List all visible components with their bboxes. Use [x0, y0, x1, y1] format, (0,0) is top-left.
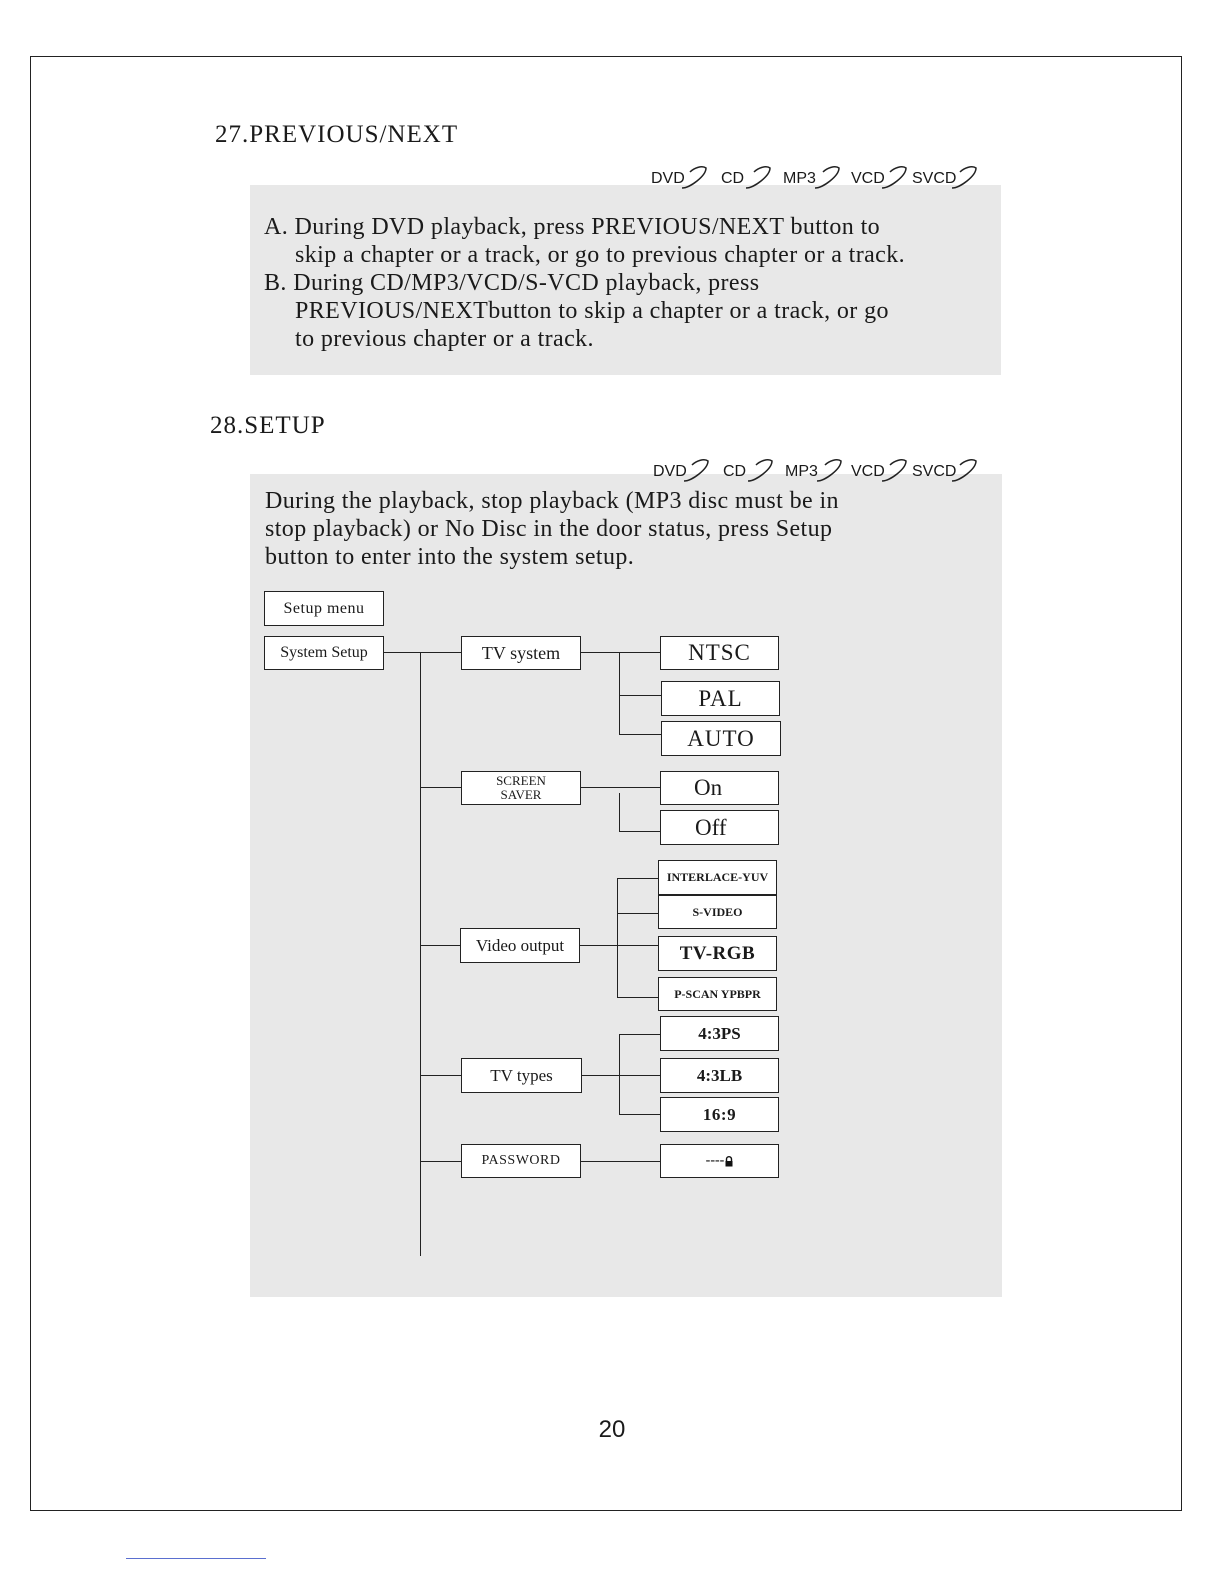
tv-rgb-option: TV-RGB — [658, 936, 777, 971]
connector-line — [384, 652, 461, 653]
p-scan-ypbpr-option: P-SCAN YPBPR — [658, 977, 777, 1011]
screen-saver-off-option: Off — [660, 810, 779, 845]
page-number: 20 — [598, 1416, 626, 1443]
connector-line — [619, 652, 620, 734]
connector-line — [617, 878, 658, 879]
disc-swoosh-icon — [813, 164, 843, 190]
disc-cd-icon: CD — [721, 170, 745, 187]
section-27-title: 27.PREVIOUS/NEXT — [215, 121, 459, 148]
text-line: During the playback, stop playback (MP3 disc must be in — [265, 488, 839, 514]
disc-dvd-icon: DVD — [653, 463, 687, 480]
connector-line — [619, 1034, 620, 1114]
connector-line — [619, 1034, 660, 1035]
connector-line — [581, 1161, 660, 1162]
screen-saver-box — [461, 771, 581, 805]
text-line: skip a chapter or a track, or go to previous chapter or a track. — [295, 242, 906, 268]
tv-types-box: TV types — [461, 1058, 582, 1093]
disc-swoosh-icon — [950, 457, 980, 483]
disc-swoosh-icon — [880, 457, 910, 483]
disc-vcd-icon: VCD — [851, 170, 885, 187]
connector-line — [581, 652, 660, 653]
disc-swoosh-icon — [680, 164, 710, 190]
pal-option: PAL — [661, 681, 780, 716]
disc-swoosh-icon — [950, 164, 980, 190]
section-28-text — [265, 487, 839, 571]
disc-cd-icon: CD — [723, 463, 747, 480]
s-video-option: S-VIDEO — [658, 895, 777, 929]
setup-menu-box: Setup menu — [264, 591, 384, 626]
section-27-panel — [250, 185, 1001, 375]
connector-line — [617, 913, 658, 914]
connector-line — [420, 787, 461, 788]
connector-line — [617, 997, 659, 998]
system-setup-box: System Setup — [264, 636, 384, 670]
connector-line — [582, 1075, 660, 1076]
password-value-box — [660, 1144, 779, 1178]
footer-link-underline — [126, 1558, 266, 1559]
connector-line — [581, 787, 660, 788]
text-line: A. During DVD playback, press PREVIOUS/NEXT button to — [264, 214, 881, 240]
password-dashes: ---- — [705, 1153, 725, 1168]
connector-line — [619, 793, 620, 832]
tv-type-169-option: 16:9 — [660, 1097, 779, 1132]
disc-swoosh-icon — [744, 164, 774, 190]
disc-svcd-icon: SVCD — [912, 463, 957, 480]
disc-dvd-icon: DVD — [651, 170, 685, 187]
tv-type-43lb-option: 4:3LB — [660, 1058, 779, 1093]
section-27-text — [264, 213, 905, 353]
screen-saver-on-option: On — [660, 771, 779, 805]
screen-saver-label-line2: SAVER — [500, 787, 542, 802]
connector-line — [619, 695, 661, 696]
connector-line — [580, 945, 658, 946]
section-28-title: 28.SETUP — [210, 412, 326, 439]
disc-swoosh-icon — [880, 164, 910, 190]
connector-line — [420, 652, 421, 1256]
text-line: button to enter into the system setup. — [265, 544, 635, 570]
connector-line — [420, 1075, 461, 1076]
text-line: PREVIOUS/NEXTbutton to skip a chapter or a track, or go — [295, 298, 889, 324]
video-output-box: Video output — [460, 928, 580, 963]
connector-line — [420, 1161, 461, 1162]
connector-line — [619, 1114, 660, 1115]
connector-line — [619, 831, 660, 832]
disc-vcd-icon: VCD — [851, 463, 885, 480]
section-27-disc-icons — [650, 164, 990, 194]
tv-type-43ps-option: 4:3PS — [660, 1016, 779, 1051]
ntsc-option: NTSC — [660, 636, 779, 670]
lock-icon — [725, 1156, 733, 1167]
disc-swoosh-icon — [746, 457, 776, 483]
screen-saver-label-line1: SCREEN — [496, 773, 546, 788]
password-box: PASSWORD — [461, 1144, 581, 1178]
connector-line — [420, 945, 460, 946]
interlace-yuv-option: INTERLACE-YUV — [658, 860, 777, 895]
text-line: stop playback) or No Disc in the door status, press Setup — [265, 516, 833, 542]
section-28-disc-icons — [652, 457, 992, 487]
connector-line — [619, 734, 661, 735]
tv-system-box: TV system — [461, 636, 581, 670]
disc-swoosh-icon — [815, 457, 845, 483]
auto-option: AUTO — [661, 721, 781, 756]
disc-mp3-icon: MP3 — [783, 170, 816, 187]
disc-mp3-icon: MP3 — [785, 463, 818, 480]
connector-line — [617, 878, 618, 997]
disc-swoosh-icon — [682, 457, 712, 483]
disc-svcd-icon: SVCD — [912, 170, 957, 187]
text-line: B. During CD/MP3/VCD/S-VCD playback, press — [264, 270, 760, 296]
text-line: to previous chapter or a track. — [295, 326, 594, 352]
